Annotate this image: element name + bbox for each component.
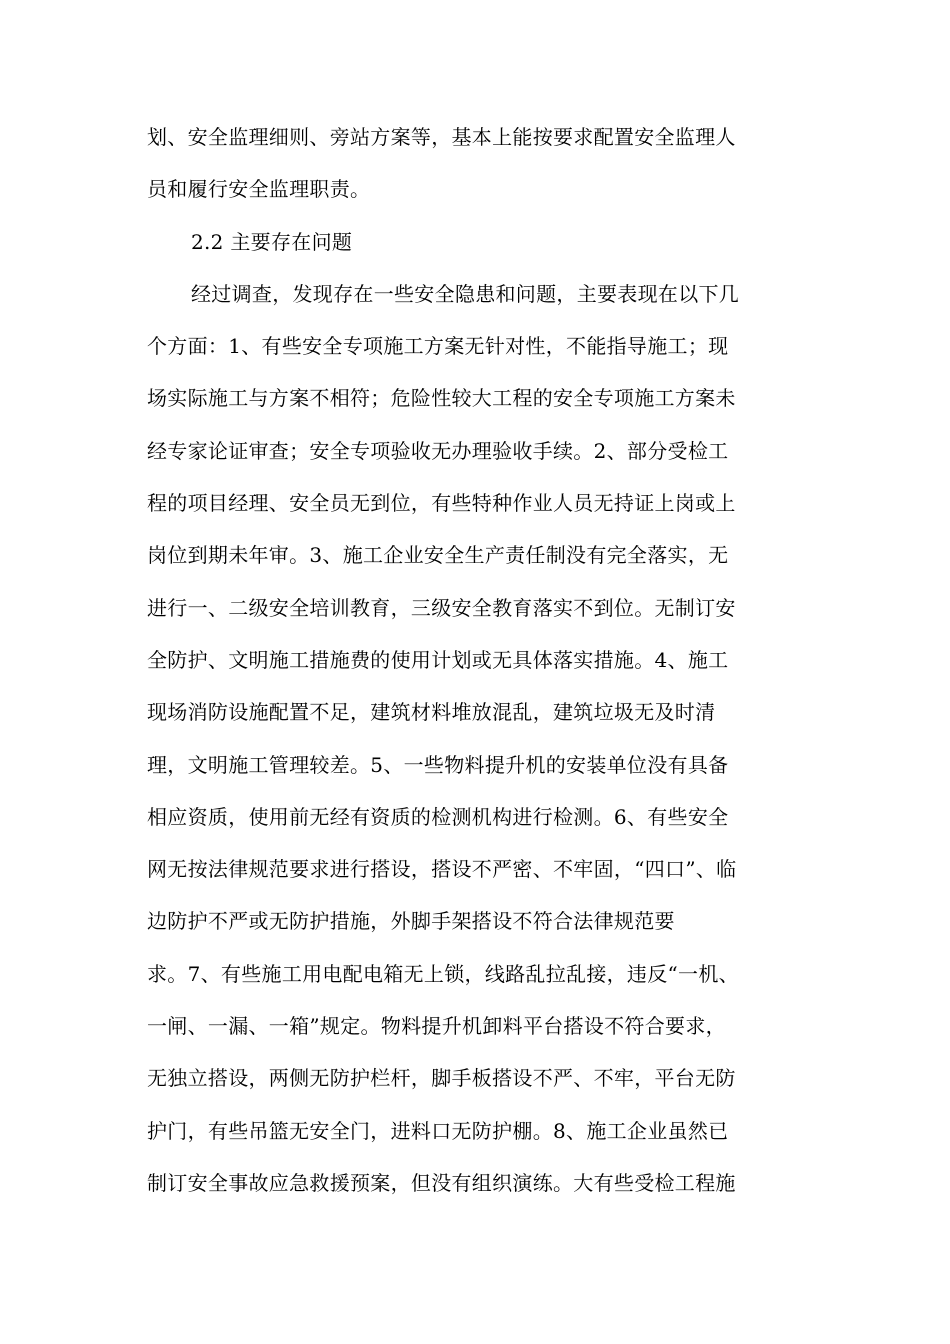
text-line-1: 划、安全监理细则、旁站方案等，基本上能按要求配置安全监理人 [147, 125, 736, 149]
text-line-13: 理，文明施工管理较差。5、一些物料提升机的安装单位没有具备 [147, 752, 729, 777]
text-line-18: 一闸、一漏、一箱”规定。物料提升机卸料平台搭设不符合要求， [147, 1014, 726, 1039]
text-line-14: 相应资质，使用前无经有资质的检测机构进行检测。6、有些安全 [147, 804, 729, 829]
text-line-12: 现场消防设施配置不足，建筑材料堆放混乱，建筑垃圾无及时清 [147, 700, 716, 725]
text-line-16: 边防护不严或无防护措施，外脚手架搭设不符合法律规范要 [147, 909, 675, 934]
text-line-7: 经专家论证审查；安全专项验收无办理验收手续。2、部分受检工 [147, 438, 729, 463]
text-line-2: 员和履行安全监理职责。 [147, 177, 371, 202]
section-heading: 2.2 主要存在问题 [191, 229, 353, 254]
document-body [147, 116, 807, 1214]
text-line-9: 岗位到期未年审。3、施工企业安全生产责任制没有完全落实，无 [147, 543, 729, 568]
text-line-6: 场实际施工与方案不相符；危险性较大工程的安全专项施工方案未 [147, 386, 736, 411]
text-line-5: 个方面：1、有些安全专项施工方案无针对性，不能指导施工；现 [147, 334, 729, 359]
text-line-20: 护门，有些吊篮无安全门，进料口无防护棚。8、施工企业虽然已 [147, 1118, 729, 1143]
text-line-21: 制订安全事故应急救援预案，但没有组织演练。大有些受检工程施 [147, 1170, 736, 1195]
text-line-8: 程的项目经理、安全员无到位，有些特种作业人员无持证上岗或上 [147, 491, 736, 516]
text-line-11: 全防护、文明施工措施费的使用计划或无具体落实措施。4、施工 [147, 647, 729, 672]
text-line-10: 进行一、二级安全培训教育，三级安全教育落实不到位。无制订安 [147, 595, 736, 620]
text-line-15: 网无按法律规范要求进行搭设，搭设不严密、不牢固，“四口”、临 [147, 857, 737, 882]
text-line-4: 经过调查，发现存在一些安全隐患和问题，主要表现在以下几 [191, 281, 740, 306]
text-line-17: 求。7、有些施工用电配电箱无上锁，线路乱拉乱接，违反“一机、 [147, 961, 739, 986]
text-line-19: 无独立搭设，两侧无防护栏杆，脚手板搭设不严、不牢，平台无防 [147, 1066, 736, 1091]
